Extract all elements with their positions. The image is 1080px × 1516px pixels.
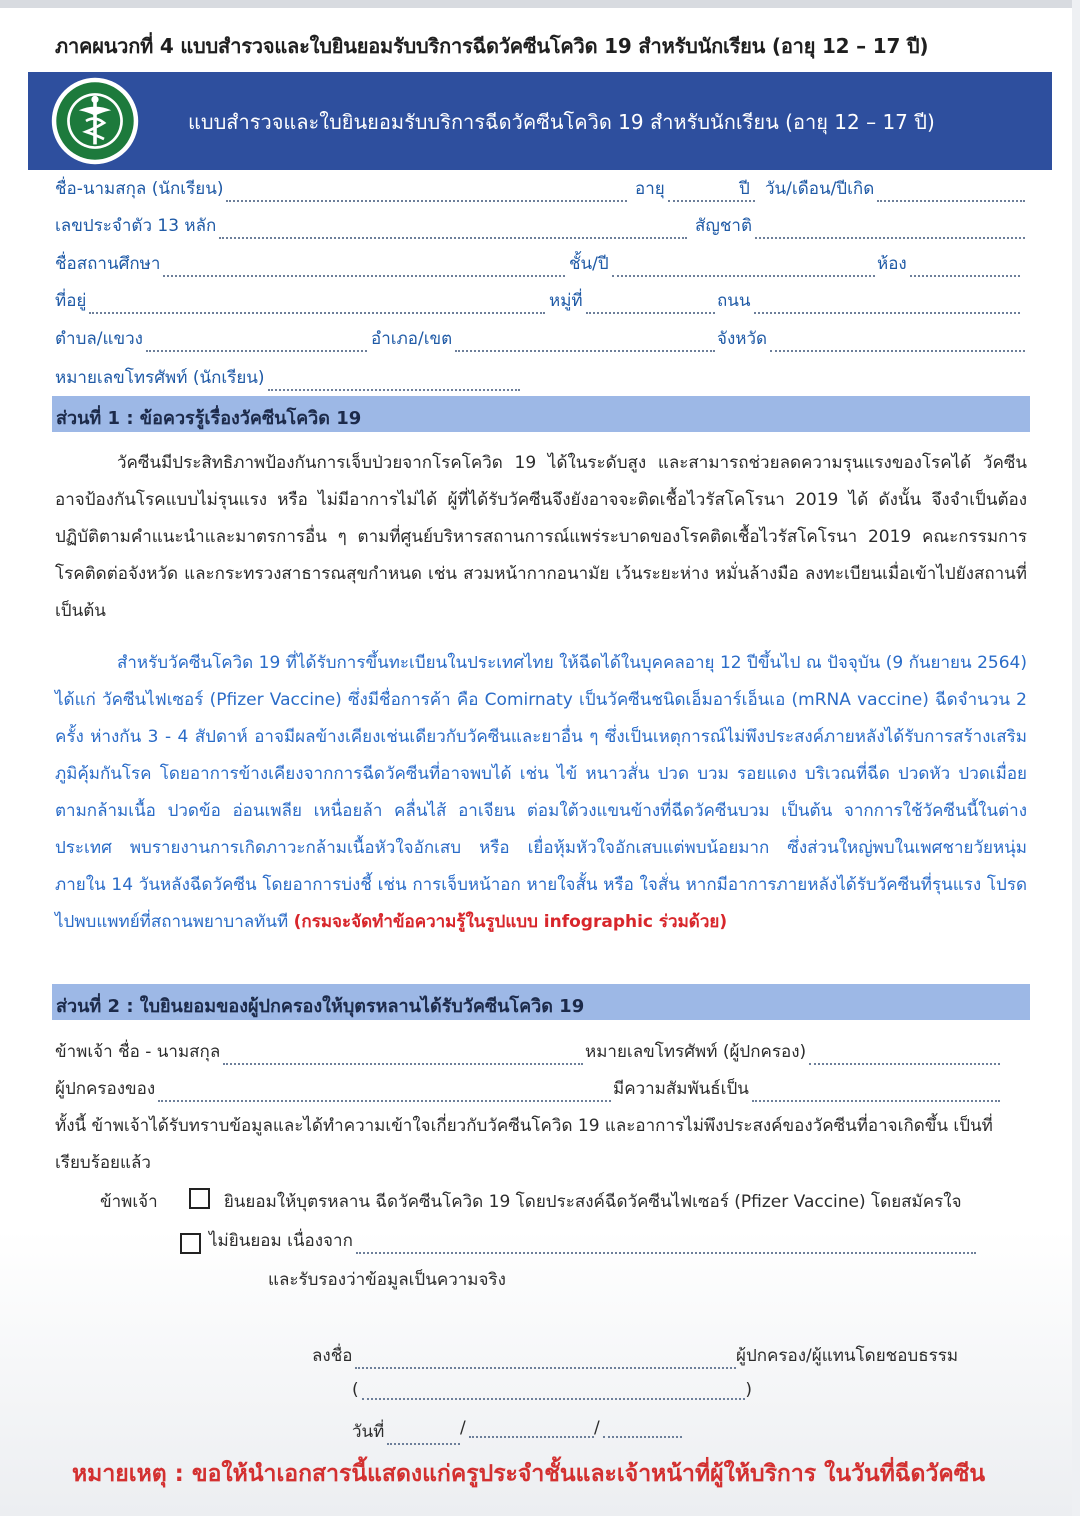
relation-field[interactable]	[613, 1075, 1000, 1102]
school-field[interactable]	[55, 250, 565, 277]
province-line	[770, 332, 1025, 352]
road-label: ถนน	[717, 291, 751, 311]
date-label: วันที่	[352, 1422, 385, 1442]
nationality-field[interactable]	[695, 212, 1025, 239]
student-phone-field[interactable]	[55, 364, 520, 391]
consent-no-label: ไม่ยินยอม เนื่องจาก	[209, 1231, 353, 1251]
guardian-of-label: ผู้ปกครองของ	[55, 1079, 156, 1099]
signer-role-label: ผู้ปกครอง/ผู้แทนโดยชอบธรรม	[736, 1346, 959, 1366]
grade-line	[612, 257, 875, 277]
row-guardian	[55, 1038, 1000, 1064]
district-field[interactable]	[371, 325, 715, 352]
grade-field[interactable]	[569, 250, 875, 277]
guardian-phone-field[interactable]	[585, 1038, 1000, 1065]
acknowledgement-text: ทั้งนี้ ข้าพเจ้าได้รับทราบข้อมูลและได้ทำความเข้าใจเกี่ยวกับวัคซีนโควิด 19 และอาการไม่พึงประสงค์ของวัคซีนที่อาจเกิดขึ้น เป็นที่เรียบร้อยแล้ว	[55, 1116, 993, 1173]
date-row	[352, 1418, 682, 1444]
moo-label: หมู่ที่	[549, 291, 583, 311]
printed-name-row	[352, 1380, 752, 1406]
subdistrict-line	[146, 332, 367, 352]
paren-open: (	[352, 1380, 359, 1400]
subdistrict-field[interactable]	[55, 325, 367, 352]
guardian-name-line	[223, 1045, 583, 1065]
date-sep-1: /	[460, 1418, 466, 1438]
room-label: ห้อง	[877, 254, 907, 274]
top-rule	[0, 0, 1080, 8]
signer-role	[736, 1342, 980, 1369]
row-phone	[55, 364, 525, 390]
subdistrict-label: ตำบล/แขวง	[55, 329, 143, 349]
address-label: ที่อยู่	[55, 291, 87, 311]
dob-line	[877, 182, 1025, 202]
footer-note: หมายเหตุ : ขอให้นำเอกสารนี้แสดงแก่ครูประจำชั้นและเจ้าหน้าที่ผู้ให้บริการ ในวันที่ฉีดวัคซีน	[72, 1461, 986, 1487]
section2-header	[52, 984, 1030, 1020]
section1-title: ส่วนที่ 1 : ข้อควรรู้เรื่องวัคซีนโควิด 19	[56, 408, 362, 429]
age-unit	[739, 175, 767, 202]
ministry-logo-icon	[50, 76, 140, 166]
consent-yes-row	[100, 1188, 962, 1216]
signature-row	[312, 1342, 980, 1368]
signature-field[interactable]	[312, 1342, 736, 1369]
id13-label: เลขประจำตัว 13 หลัก	[55, 216, 217, 236]
date-day-field[interactable]	[352, 1418, 460, 1445]
consent-no-reason-line	[356, 1234, 976, 1254]
signature-label: ลงชื่อ	[312, 1346, 353, 1366]
age-unit-label: ปี	[739, 179, 750, 199]
moo-field[interactable]	[549, 287, 715, 314]
relation-label: มีความสัมพันธ์เป็น	[613, 1079, 749, 1099]
consent-no-row	[180, 1227, 976, 1255]
i-label: ข้าพเจ้า	[100, 1192, 158, 1212]
row-address	[55, 287, 1020, 313]
dob-label: วัน/เดือน/ปีเกิด	[765, 179, 875, 199]
student-name-field[interactable]	[55, 175, 627, 202]
school-line	[163, 257, 565, 277]
road-field[interactable]	[717, 287, 1020, 314]
student-phone-label: หมายเลขโทรศัพท์ (นักเรียน)	[55, 368, 265, 388]
student-name-line	[226, 182, 627, 202]
banner-title: แบบสำรวจและใบยินยอมรับบริการฉีดวัคซีนโควิด 19 สำหรับนักเรียน (อายุ 12 – 17 ปี)	[188, 110, 935, 134]
guardian-of-line	[158, 1082, 611, 1102]
section1-header	[52, 396, 1030, 432]
section1-paragraph1	[55, 445, 1027, 630]
grade-label: ชั้น/ปี	[569, 254, 609, 274]
date-day-line	[387, 1425, 460, 1445]
guardian-phone-label: หมายเลขโทรศัพท์ (ผู้ปกครอง)	[585, 1042, 807, 1062]
date-month-line	[469, 1418, 594, 1438]
signature-line	[355, 1349, 736, 1369]
row-id	[55, 212, 1025, 238]
school-label: ชื่อสถานศึกษา	[55, 254, 161, 274]
row-name	[55, 175, 1025, 201]
row-school	[55, 250, 1020, 276]
section1-para1-text: วัคซีนมีประสิทธิภาพป้องกันการเจ็บป่วยจากโรคโควิด 19 ได้ในระดับสูง และสามารถช่วยลดความรุนแรงของโรคได้ วัคซีนอาจป้องกันโรคแบบไม่รุนแรง หรือ ไม่มีอาการไม่ได้ ผู้ที่ได้รับวัคซีนจึงยังอาจจะติดเชื้อไวรัสโคโรนา 2019 ได้ ดังนั้น จึงจำเป็นต้องปฏิบัติตามคำแนะนำและมาตรการอื่น ๆ ตามที่ศูนย์บริหารสถานการณ์แพร่ระบาดของโรคติดเชื้อไวรัสโคโรนา 2019 คณะกรรมการโรคติดต่อจังหวัด และกระทรวงสาธารณสุขกำหนด เช่น สวมหน้ากากอนามัย เว้นระยะห่าง หมั่นล้างมือ ลงทะเบียนเมื่อเข้าไปยังสถานที่ เป็นต้น	[55, 453, 1027, 621]
address-field[interactable]	[55, 287, 545, 314]
consent-yes-label: ยินยอมให้บุตรหลาน ฉีดวัคซีนโควิด 19 โดยประสงค์ฉีดวัคซีนไฟเซอร์ (Pfizer Vaccine) โดยสมัครใจ	[223, 1192, 962, 1212]
id13-line	[219, 219, 687, 239]
room-line	[910, 257, 1020, 277]
guardian-name-label: ข้าพเจ้า ชื่อ - นามสกุล	[55, 1042, 221, 1062]
room-field[interactable]	[877, 250, 1020, 277]
nationality-line	[755, 219, 1025, 239]
address-line	[89, 294, 545, 314]
consent-no-field[interactable]	[180, 1227, 976, 1254]
student-phone-line	[268, 371, 520, 391]
date-year-field[interactable]	[594, 1418, 682, 1438]
consent-no-checkbox[interactable]	[180, 1233, 201, 1254]
guardian-phone-line	[809, 1045, 1000, 1065]
document-title: ภาคผนวกที่ 4 แบบสำรวจและใบยินยอมรับบริการฉีดวัคซีนโควิด 19 สำหรับนักเรียน (อายุ 12 – 17 ปี)	[55, 34, 929, 58]
section2-title: ส่วนที่ 2 : ใบยินยอมของผู้ปกครองให้บุตรหลานได้รับวัคซีนโควิด 19	[56, 996, 585, 1017]
guardian-of-field[interactable]	[55, 1075, 611, 1102]
age-label: อายุ	[635, 179, 665, 199]
paren-close: )	[745, 1380, 752, 1400]
id13-field[interactable]	[55, 212, 687, 239]
printed-name-line	[362, 1380, 746, 1400]
district-line	[455, 332, 715, 352]
relation-line	[752, 1082, 1000, 1102]
date-month-field[interactable]	[460, 1418, 594, 1438]
section1-para2-text: สำหรับวัคซีนโควิด 19 ที่ได้รับการขึ้นทะเบียนในประเทศไทย ให้ฉีดได้ในบุคคลอายุ 12 ปีขึ้นไป ณ ปัจจุบัน (9 กันยายน 2564) ได้แก่ วัคซีนไฟเซอร์ (Pfizer Vaccine) ซึ่งมีชื่อการค้า คือ Comirnaty เป็นวัคซีนชนิดเอ็มอาร์เอ็นเอ (mRNA vaccine) ฉีดจำนวน 2 ครั้ง ห่างกัน 3 - 4 สัปดาห์ อาจมีผลข้างเคียงเช่นเดียวกับวัคซีนและยาอื่น ๆ ซึ่งเป็นเหตุการณ์ไม่พึงประสงค์ภายหลังได้รับการสร้างเสริมภูมิคุ้มกันโรค โดยอาการข้างเคียงจากการฉีดวัคซีนที่อาจพบได้ เช่น ไข้ หนาวสั่น ปวด บวม รอยแดง บริเวณที่ฉีด ปวดหัว ปวดเมื่อยตามกล้ามเนื้อ ปวดข้อ อ่อนเพลีย เหนื่อยล้า คลื่นไส้ อาเจียน ต่อมใต้วงแขนข้างที่ฉีดวัคซีนบวม เป็นต้น จากการใช้วัคซีนนี้ในต่างประเทศ พบรายงานการเกิดภาวะกล้ามเนื้อหัวใจอักเสบ หรือ เยื่อหุ้มหัวใจอักเสบแต่พบน้อยมาก ซึ่งส่วนใหญ่พบในเพศชายวัยหนุ่ม ภายใน 14 วันหลังฉีดวัคซีน โดยอาการบ่งชี้ เช่น การเจ็บหน้าอก หายใจสั้น หรือ ใจสั่น หากมีอาการภายหลังได้รับวัคซีนที่รุนแรง โปรดไปพบแพทย์ที่สถานพยาบาลทันที	[55, 653, 1027, 932]
age-field[interactable]	[635, 175, 755, 202]
header-banner	[28, 72, 1052, 170]
consent-yes-checkbox[interactable]	[189, 1188, 210, 1209]
date-year-line	[603, 1418, 682, 1438]
nationality-label: สัญชาติ	[695, 216, 752, 236]
province-field[interactable]	[717, 325, 1025, 352]
moo-line	[586, 294, 715, 314]
guardian-name-field[interactable]	[55, 1038, 583, 1065]
infographic-note: (กรมจะจัดทำข้อความรู้ในรูปแบบ infographic ร่วมด้วย)	[293, 912, 728, 932]
right-edge	[1072, 0, 1080, 1516]
district-label: อำเภอ/เขต	[371, 329, 453, 349]
date-sep-2: /	[594, 1418, 600, 1438]
road-line	[754, 294, 1020, 314]
province-label: จังหวัด	[717, 329, 768, 349]
student-name-label: ชื่อ-นามสกุล (นักเรียน)	[55, 179, 224, 199]
row-guardian-of	[55, 1075, 1000, 1101]
certify-text: และรับรองว่าข้อมูลเป็นความจริง	[268, 1270, 506, 1290]
printed-name-field[interactable]	[352, 1380, 752, 1400]
section1-paragraph2	[55, 645, 1027, 941]
row-location	[55, 325, 1025, 351]
dob-field[interactable]	[765, 175, 1025, 202]
